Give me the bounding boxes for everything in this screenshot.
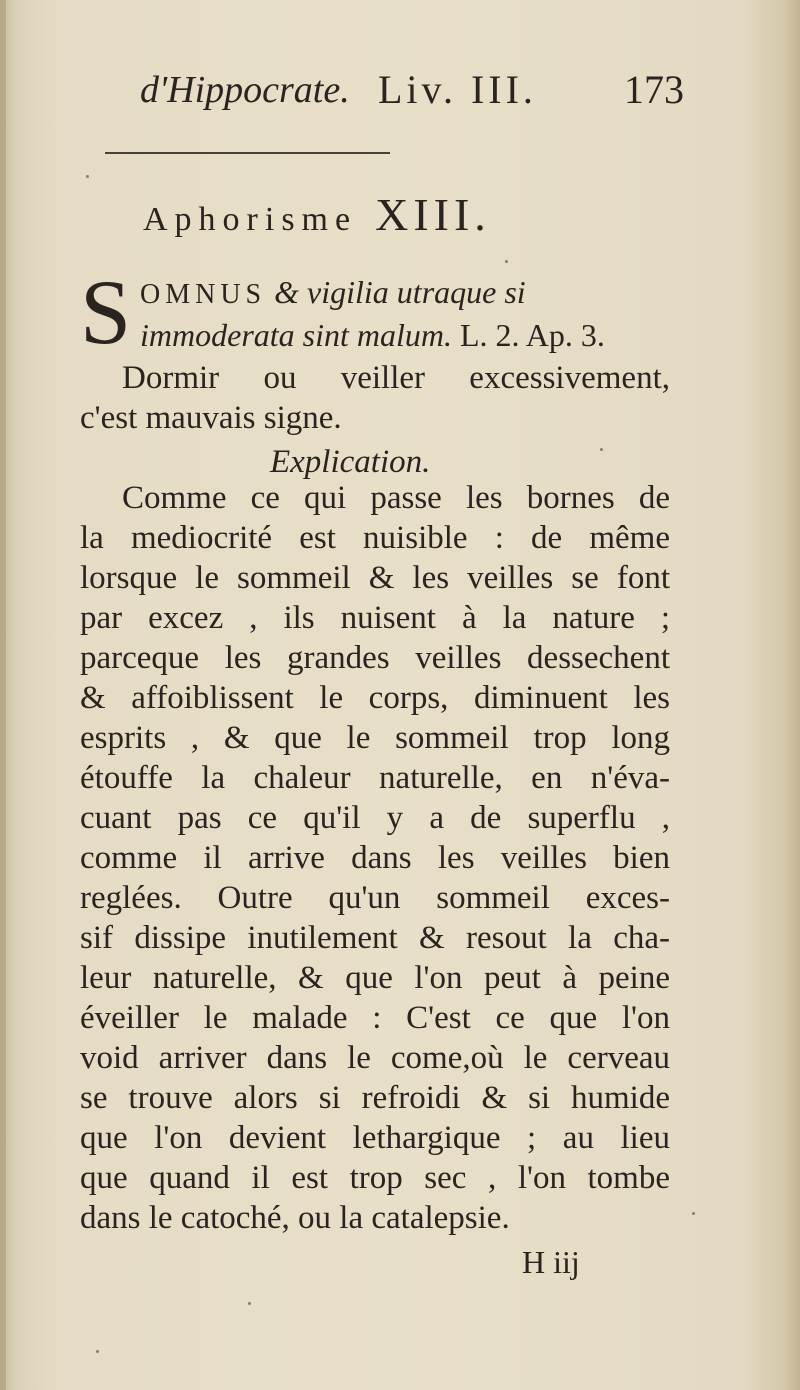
paper-speck [96,1350,99,1353]
body-line: reglées. Outre qu'un sommeil exces- [80,880,670,916]
body-line: parceque les grandes veilles dessechent [80,640,670,676]
paper-speck [248,1302,251,1305]
running-header [140,60,700,120]
aphorism-label: Aphorisme [143,201,358,238]
latin-opening-caps: OMNUS [140,279,267,310]
body-line: étouffe la chaleur naturelle, en n'éva- [80,760,670,796]
latin-text: immoderata sint malum. [140,317,452,353]
running-title: d'Hippocrate. [140,69,350,111]
aphorism-heading [143,185,643,245]
body-line: comme il arrive dans les veilles bien [80,840,670,876]
body-line: esprits , & que le sommeil trop long [80,720,670,756]
body-line: par excez , ils nuisent à la nature ; [80,600,670,636]
translation-line: Dormir ou veiller excessivement, [122,360,670,396]
aphorism-reference: L. 2. Ap. 3. [460,317,605,353]
latin-aphorism-line-1 [140,272,680,312]
drop-cap: S [80,261,132,363]
body-line: leur naturelle, & que l'on peut à peine [80,960,670,996]
paper-speck [86,175,89,178]
body-line: que l'on devient lethargique ; au lieu [80,1120,670,1156]
translation-line: c'est mauvais signe. [80,400,342,436]
body-line: que quand il est trop sec , l'on tombe [80,1160,670,1196]
paper-speck [600,448,603,451]
explication-heading: Explication. [270,444,431,480]
paper-speck [505,260,508,263]
body-line: void arriver dans le come,où le cerveau [80,1040,670,1076]
latin-aphorism-line-2 [140,315,680,355]
signature-mark: H iij [522,1244,580,1280]
body-line: se trouve alors si refroidi & si humide [80,1080,670,1116]
body-line: cuant pas ce qu'il y a de superflu , [80,800,670,836]
aphorism-numeral: XIII. [375,189,491,240]
paper-speck [692,1212,695,1215]
body-line: sif dissipe inutilement & resout la cha- [80,920,670,956]
body-line: lorsque le sommeil & les veilles se font [80,560,670,596]
body-line: éveiller le malade : C'est ce que l'on [80,1000,670,1036]
body-line: Comme ce qui passe les bornes de [122,480,670,516]
latin-text: vigilia utraque si [307,274,526,310]
body-line: la mediocrité est nuisible : de même [80,520,670,556]
page-number: 173 [624,67,684,112]
page-edge [0,0,6,1390]
book-number: Liv. III. [378,67,537,112]
latin-ampersand: & [274,274,300,310]
body-line: dans le catoché, ou la catalepsie. [80,1200,510,1236]
header-rule [105,152,390,154]
body-line: & affoiblissent le corps, diminuent les [80,680,670,716]
